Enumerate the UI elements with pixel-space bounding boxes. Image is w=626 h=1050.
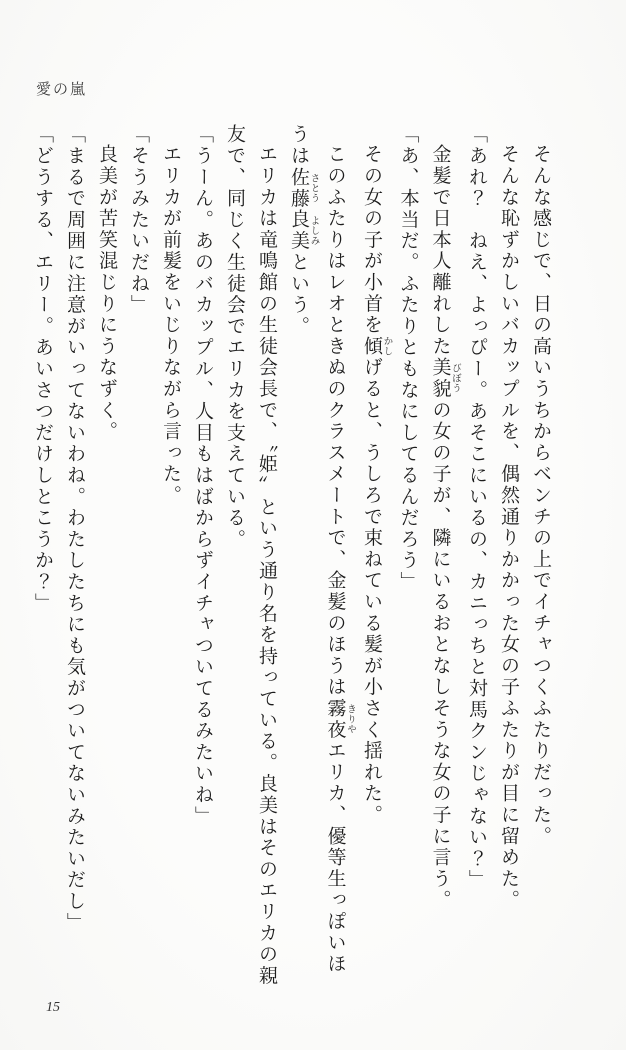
- ruby-annotated-word: 霧夜 きりや: [324, 697, 355, 741]
- text-line: 金髪で日本人離れした美貌 びぼうの女の子が、隣にいるおとなしそうな女の子に言う。: [429, 144, 460, 911]
- text-line: 「あれ？ ねえ、よっぴー。あそこにいるの、カニっちと対馬クンじゃない？」: [466, 124, 487, 891]
- page-number: 15: [46, 1000, 60, 1015]
- text-line: うは佐藤 さとう良美 よしみという。: [288, 124, 319, 338]
- text-line: 「そうみたいだね」: [128, 124, 149, 316]
- text-line: そんな恥ずかしいバカップルを、偶然通りかかった女の子ふたりが目に留めた。: [498, 144, 519, 911]
- text-line: 「まるで周囲に注意がいってないわね。わたしたちにも気がついてないみたいだし」: [64, 124, 85, 934]
- text-line: 「うーん。あのバカップル、人目もはばからずイチャついてるみたいね」: [192, 124, 213, 827]
- text-line: このふたりはレオときぬのクラスメートで、金髪のほうは霧夜 きりやエリカ、優等生っぽいほ: [324, 144, 355, 975]
- text-line: 良美が苦笑混じりにうなずく。: [96, 144, 117, 443]
- text-line: 友で、同じく生徒会でエリカを支えている。: [224, 124, 245, 550]
- text-line: エリカが前髪をいじりながら言った。: [160, 144, 181, 507]
- running-head-title: 愛の嵐: [36, 82, 88, 98]
- ruby-annotated-word: 佐藤 さとう: [288, 166, 319, 210]
- ruby-annotated-word: 美貌 びぼう: [429, 357, 460, 400]
- novel-text-block: [26, 124, 556, 987]
- text-line: エリカは竜鳴館の生徒会長で、〝姫〟という通り名を持っている。良美はそのエリカの親: [256, 144, 277, 987]
- text-line: そんな感じで、日の高いうちからベンチの上でイチャつくふたりだった。: [530, 144, 551, 847]
- text-line: 「どうする、エリー。あいさつだけしとこうか？」: [32, 124, 53, 614]
- ruby-annotated-word: 傾 かし: [361, 335, 392, 358]
- ruby-annotated-word: 良美 よしみ: [288, 209, 319, 252]
- text-line: 「あ、本当だ。ふたりともなにしてるんだろう」: [397, 124, 419, 593]
- text-line: その女の子が小首を傾 かしげると、うしろで束ねている髪が小さく揺れた。: [361, 144, 392, 826]
